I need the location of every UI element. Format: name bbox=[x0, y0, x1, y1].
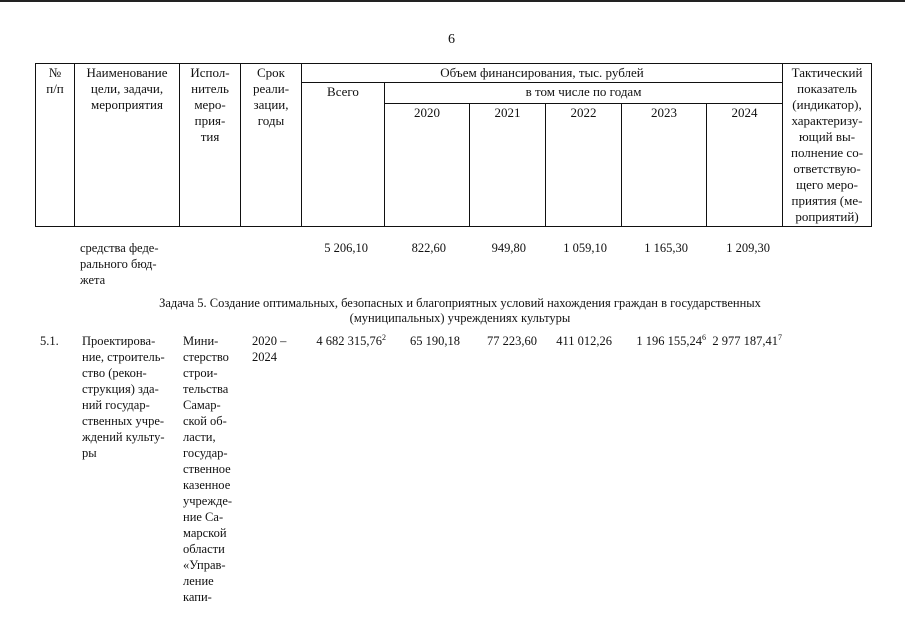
header-name: Наименование цели, задачи, мероприятия bbox=[75, 64, 180, 227]
header-no: № п/п bbox=[36, 64, 75, 227]
header-executor: Испол- нитель меро- прия- тия bbox=[180, 64, 241, 227]
row-5-1-executor: Мини- стерство строи- тельства Самар- ской об- ласти, государ- ственное казенное учрежде- ние Са- марской области «Управ- ление капи- bbox=[183, 334, 233, 604]
federal-2024: 1 209,30 bbox=[726, 241, 770, 255]
header-year: 2021 bbox=[470, 104, 546, 227]
row-5-1-2020: 65 190,18 bbox=[410, 334, 460, 348]
header-year: 2023 bbox=[622, 104, 707, 227]
federal-label: средства феде- рального бюд- жета bbox=[80, 241, 159, 287]
row-5-1-2022: 411 012,26 bbox=[556, 334, 612, 348]
header-total: Всего bbox=[302, 83, 385, 227]
federal-2020: 822,60 bbox=[411, 241, 446, 255]
federal-2023: 1 165,30 bbox=[644, 241, 688, 255]
header-by-years: в том числе по годам bbox=[385, 83, 783, 104]
header-year: 2024 bbox=[707, 104, 783, 227]
header-indicator: Тактический показатель (индикатор), характеризу- ющий вы- полнение со- ответствую- щего меро- приятия (ме- роприятий) bbox=[783, 64, 872, 227]
federal-2021: 949,80 bbox=[491, 241, 526, 255]
row-5-1-number: 5.1. bbox=[40, 334, 59, 348]
row-5-1-term: 2020 – 2024 bbox=[252, 334, 287, 364]
top-rule bbox=[0, 0, 905, 2]
federal-2022: 1 059,10 bbox=[563, 241, 607, 255]
row-5-1-2021: 77 223,60 bbox=[487, 334, 537, 348]
header-term: Срок реали- зации, годы bbox=[241, 64, 302, 227]
federal-total: 5 206,10 bbox=[324, 241, 368, 255]
task-5-heading: Задача 5. Создание оптимальных, безопасных и благоприятных условий нахождения граждан в государственных (муниципальных) учреждениях культуры bbox=[159, 296, 761, 325]
row-5-1-total: 4 682 315,76$^2$ bbox=[316, 332, 386, 348]
header-year: 2020 bbox=[385, 104, 470, 227]
table-header bbox=[35, 63, 872, 227]
page-number: 6 bbox=[448, 32, 455, 47]
header-volume: Объем финансирования, тыс. рублей bbox=[302, 64, 783, 83]
row-5-1-2023: 1 196 155,24$^6$ bbox=[636, 332, 706, 348]
header-year: 2022 bbox=[546, 104, 622, 227]
row-5-1-name: Проектирова- ние, строитель- ство (рекон- струкция) зда- ний государ- ственных учре- ждений культу- ры bbox=[82, 334, 165, 460]
row-5-1-2024: 2 977 187,41$^7$ bbox=[712, 332, 782, 348]
